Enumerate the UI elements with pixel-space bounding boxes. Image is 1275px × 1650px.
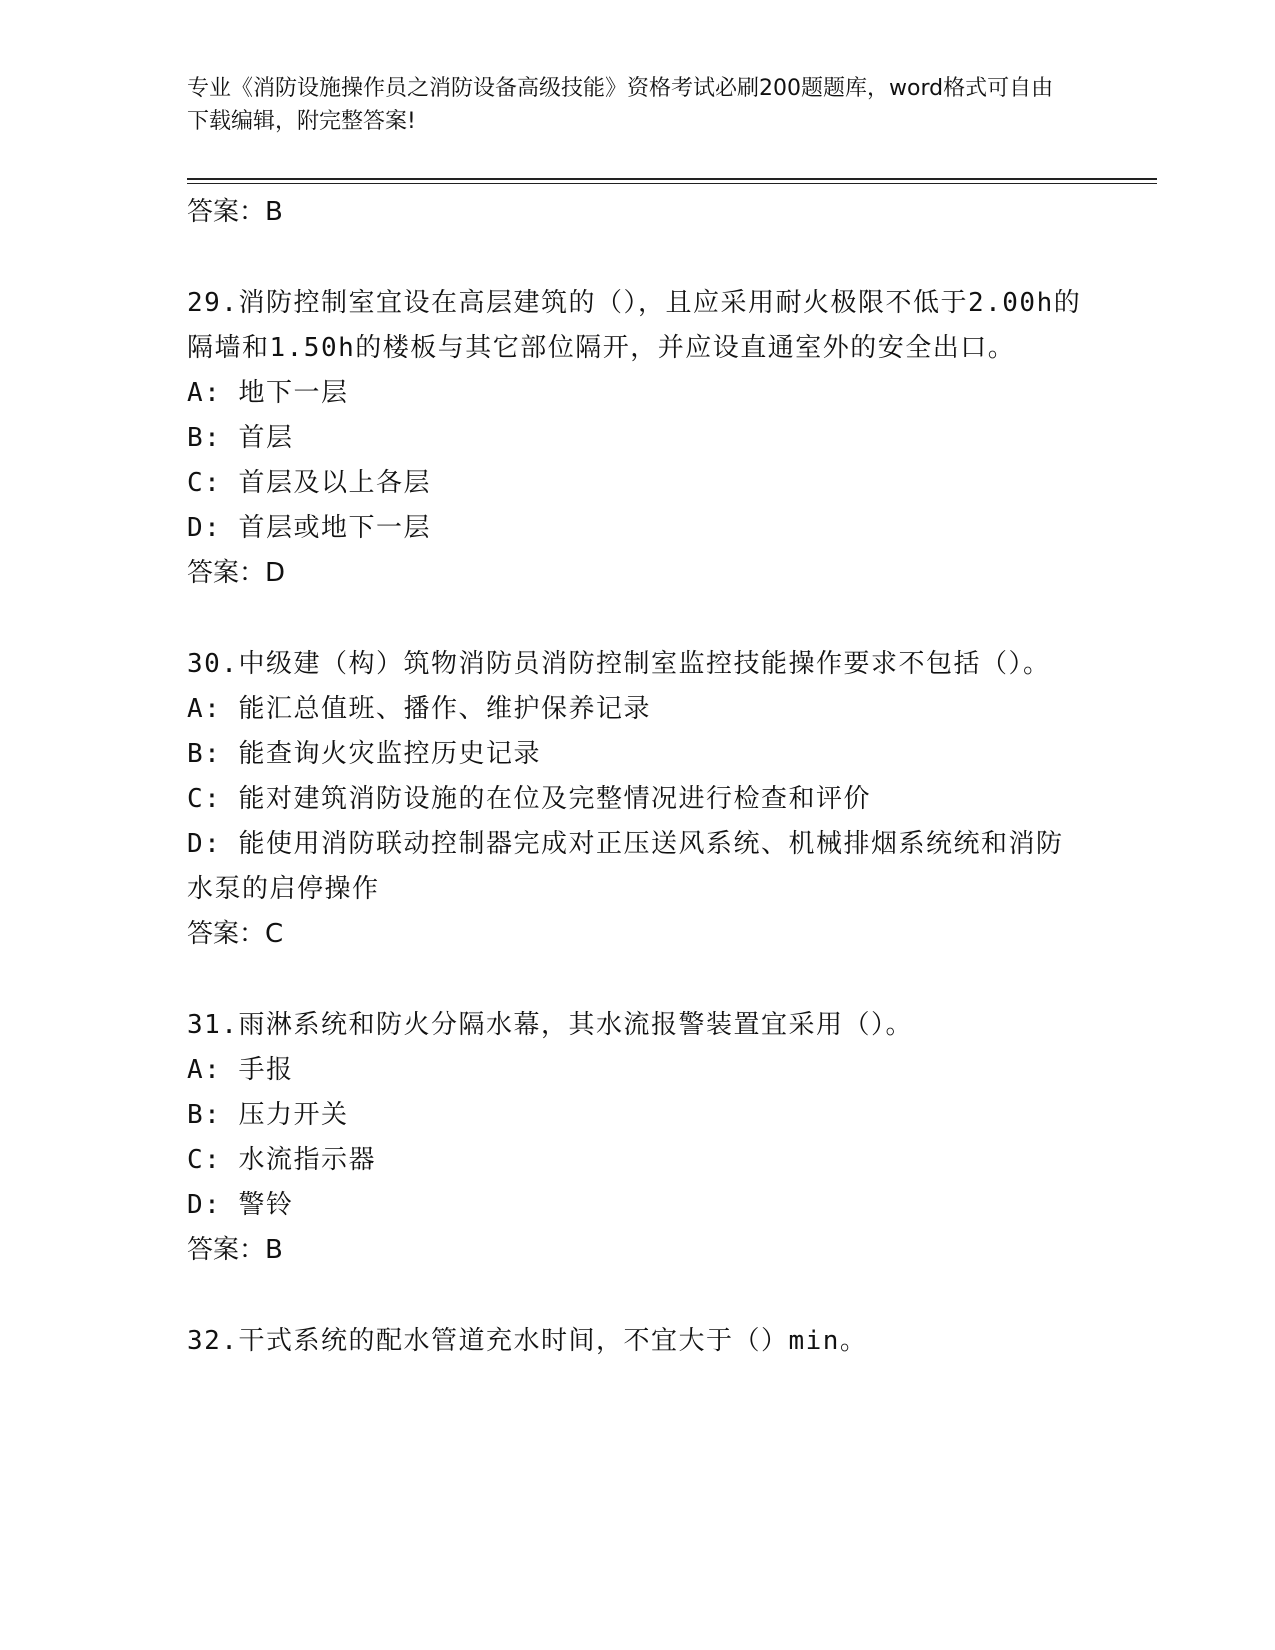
option-c: C: 水流指示器 — [187, 1145, 376, 1175]
option-a: A: 手报 — [187, 1055, 294, 1085]
question-stem: 30.中级建（构）筑物消防员消防控制室监控技能操作要求不包括（）。 — [187, 649, 1051, 679]
document-header: 专业《消防设施操作员之消防设备高级技能》资格考试必刷200题题库，word格式可自由下载编辑，附完整答案! — [187, 76, 1054, 134]
header-rule-thin — [187, 183, 1157, 184]
question-30 — [187, 642, 1087, 957]
option-b: B: 首层 — [187, 423, 294, 453]
option-a: A: 能汇总值班、播作、维护保养记录 — [187, 694, 651, 724]
question-29 — [187, 281, 1087, 596]
option-a: A: 地下一层 — [187, 378, 349, 408]
option-c: C: 首层及以上各层 — [187, 468, 431, 498]
question-stem: 32.干式系统的配水管道充水时间，不宜大于（）min。 — [187, 1326, 868, 1356]
question-stem: 31.雨淋系统和防火分隔水幕，其水流报警装置宜采用（）。 — [187, 1010, 913, 1040]
answer-line: 答案：D — [187, 558, 286, 588]
question-32 — [187, 1319, 1087, 1364]
option-b: B: 压力开关 — [187, 1100, 349, 1130]
question-31 — [187, 1003, 1087, 1273]
option-b: B: 能查询火灾监控历史记录 — [187, 739, 541, 769]
question-stem: 29.消防控制室宜设在高层建筑的（），且应采用耐火极限不低于2.00h的隔墙和1.50h的楼板与其它部位隔开，并应设直通室外的安全出口。 — [187, 288, 1082, 363]
question-list — [187, 190, 1087, 1364]
option-d: D: 能使用消防联动控制器完成对正压送风系统、机械排烟系统统和消防水泵的启停操作 — [187, 829, 1064, 904]
header-rule-thick — [187, 178, 1157, 180]
answer-line: 答案：B — [187, 197, 283, 227]
option-d: D: 首层或地下一层 — [187, 513, 431, 543]
answer-line: 答案：C — [187, 919, 284, 949]
option-c: C: 能对建筑消防设施的在位及完整情况进行检查和评价 — [187, 784, 871, 814]
option-d: D: 警铃 — [187, 1190, 294, 1220]
answer-line: 答案：B — [187, 1235, 283, 1265]
